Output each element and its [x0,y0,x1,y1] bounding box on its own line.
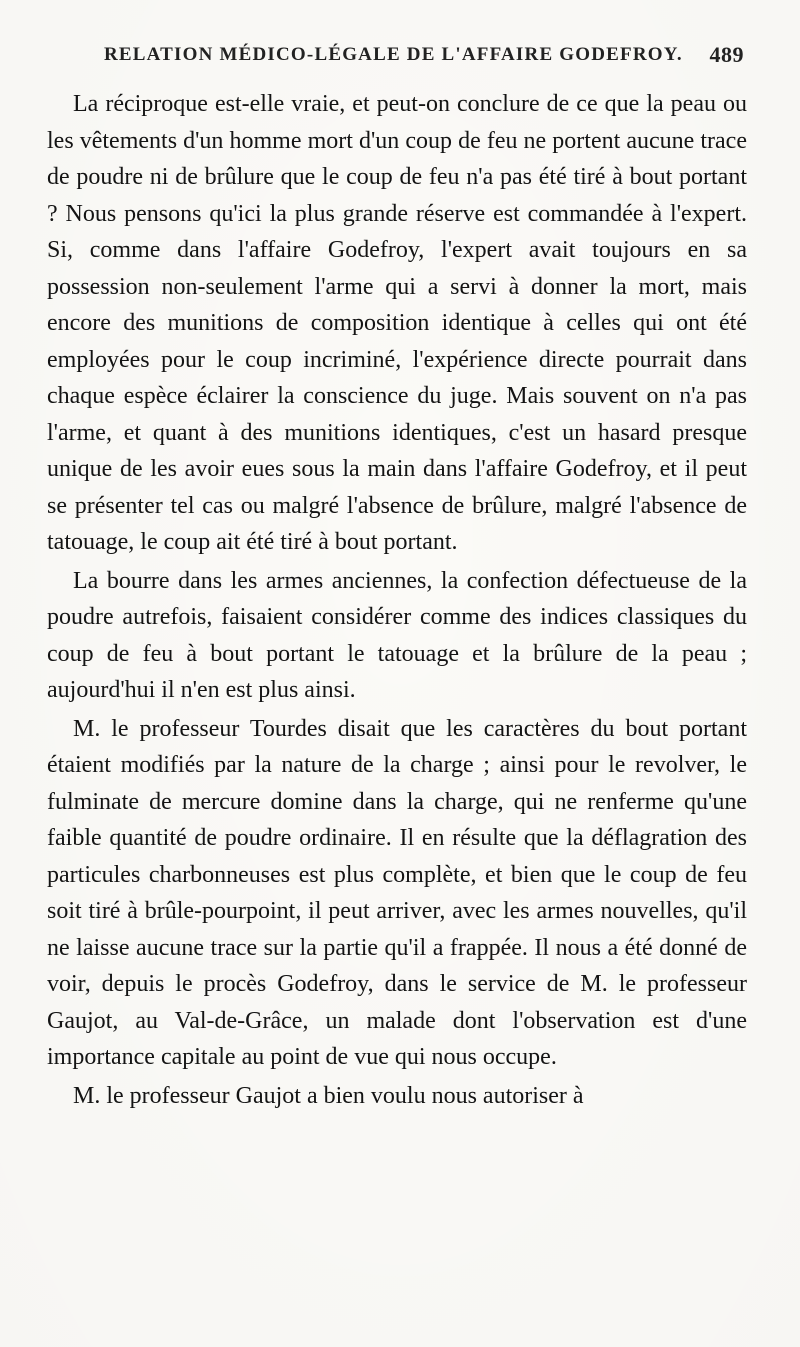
running-header [104,44,744,74]
paragraph: M. le professeur Gaujot a bien voulu nous autoriser à [73,1082,584,1109]
body-text [47,86,747,1116]
paragraph: La réciproque est-elle vraie, et peut-on conclure de ce que la peau ou les vêtements d'un homme mort d'un coup de feu ne portent aucune trace de poudre ni de brûlure que le coup de feu n'a pas été tiré à bout portant ? Nous pensons qu'ici la plus grande réserve est commandée à l'expert. Si, comme dans l'affaire Godefroy, l'expert avait toujours en sa possession non-seulement l'arme qui a servi à donner la mort, mais encore des munitions de composition identique à celles qui ont été employées pour le coup incriminé, l'expérience directe pourrait dans chaque espèce éclairer la conscience du juge. Mais souvent on n'a pas l'arme, et quant à des munitions identiques, c'est un hasard presque unique de les avoir eues sous la main dans l'affaire Godefroy, et il peut se présenter tel cas ou malgré l'absence de brûlure, malgré l'absence de tatouage, le coup ait été tiré à bout portant. [47,91,747,555]
page-number: 489 [709,42,744,67]
header-title: RELATION MÉDICO-LÉGALE DE L'AFFAIRE GODEFROY. [104,44,683,65]
paragraph: M. le professeur Tourdes disait que les caractères du bout portant étaient modifiés par la nature de la charge ; ainsi pour le revolver, le fulminate de mercure domine dans la charge, qui ne renferme qu'une faible quantité de poudre ordinaire. Il en résulte que la déflagration des particules charbonneuses est plus complète, et bien que le coup de feu soit tiré à brûle-pourpoint, il peut arriver, avec les armes nouvelles, qu'il ne laisse aucune trace sur la partie qu'il a frappée. Il nous a été donné de voir, depuis le procès Godefroy, dans le service de M. le professeur Gaujot, au Val-de-Grâce, un malade dont l'observation est d'une importance capitale au point de vue qui nous occupe. [47,715,747,1070]
paragraph: La bourre dans les armes anciennes, la confection défectueuse de la poudre autrefois, faisaient considérer comme des indices classiques du coup de feu à bout portant le tatouage et la brûlure de la peau ; aujourd'hui il n'en est plus ainsi. [47,567,747,703]
